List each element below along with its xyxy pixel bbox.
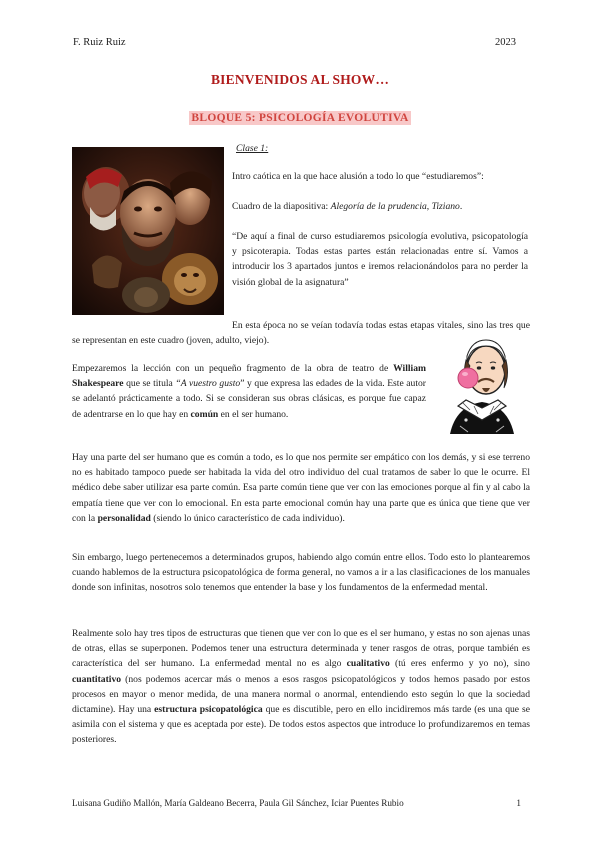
page-number: 1 (516, 798, 521, 808)
epoca-text: En esta época no se veían todavía todas estas etapas vitales, sino las tres que se representan en este cuadro (joven, adulto, viejo). (72, 320, 530, 347)
paragraph-grupos: Sin embargo, luego pertenecemos a determinados grupos, habiendo algo común entre ellos. Todo esto lo plantearemos cuando hablemos de la estructura psicopatológica de forma general, no vamos a ir a las clasificaciones de los manuales donde son infinitas, nosotros solo tenemos que entender la base y los fundamentos de la enfermedad mental. (72, 552, 530, 594)
play-title: “A vuestro gusto (175, 378, 241, 390)
cuadro-text (232, 199, 532, 214)
shk-p3: ” y que expresa las edades de la vida. Este autor se adelantó prácticamente a todo. Si se consideran sus obras clásicas, es porque fue capaz de adentrarse en lo que hay en (72, 378, 426, 420)
para5-p1: Realmente solo hay tres tipos de estructuras que tienen que ver con lo que es el ser humano, y estas no son ajenas unas de otras, ellas se superponen. Podemos tener una estructura determinada y tener rasgos de otras, porque también es característica del ser humano. La enfermedad mental no es algo (72, 628, 530, 670)
header-author: F. Ruiz Ruiz (73, 37, 126, 48)
intro-text: Intro caótica en la que hace alusión a todo lo que “estudiaremos”: (232, 171, 484, 182)
shakespeare-paragraph (72, 361, 426, 422)
comun-word: común (190, 408, 219, 420)
paragraph-personalidad (72, 450, 530, 526)
para5-p4: que es discutible, pero en ello incidiremos más tarde (es una que se asimila con el sistema y que es aceptada por este). De todos estos aspectos que introduce lo profundizaremos en temas posteriores. (72, 704, 531, 746)
paragraph-estructuras (72, 626, 530, 748)
para3-p1: Hay una parte del ser humano que es común a todo, es lo que nos permite ser empático con los demás, y si ese terreno no es habitado tampoco puede ser habitada la vida del otro individuo del cual tratamos de saber lo que le ocurre. El médico debe saber utilizar esa parte común. Esa parte común tiene que ver con las emociones porque al fin y al cabo la empatía tiene que ver con lo emocional. En esta parte emocional común hay una parte que es única que tiene que ver con la (72, 452, 530, 524)
block-subtitle-text: BLOQUE 5: PSICOLOGÍA EVOLUTIVA (191, 112, 409, 124)
cuadro-title: Alegoría de la prudencia, Tiziano (330, 201, 460, 212)
quote-text: “De aquí a final de curso estudiaremos psicología evolutiva, psicopatología y psicoterapia. Todas estas partes están relacionadas entre sí. Vamos a introducir los 3 apartados juntos e iremos relacionándolos para no perder la visión global de la asignatura” (232, 231, 528, 288)
personalidad-word: personalidad (97, 512, 151, 524)
para3-p2: (siendo lo único característico de cada individuo). (150, 512, 345, 524)
shk-p4: en el ser humano. (218, 408, 289, 420)
shakespeare-name: William Shakespeare (72, 363, 426, 390)
cuadro-end: . (459, 201, 463, 212)
cuantitativo-word: cuantitativo (72, 673, 122, 685)
cualitativo-word: cualitativo (346, 658, 390, 670)
para5-p3: (nos podemos acercar más o menos a esos rasgos psicopatológicos y todos hemos pasado por estos procesos en mayor o menor medida, de una manera normal o anormal, entendiendo esto según lo que la sociedad dictamine). Hay una (72, 673, 530, 716)
para5-p2: (tú eres enfermo y yo no), sino (389, 658, 530, 670)
shk-p2: que se titula (123, 378, 176, 390)
shakespeare-image (436, 336, 528, 434)
shakespeare-cartoon-icon (436, 336, 528, 434)
page-title: BIENVENIDOS AL SHOW… (210, 72, 390, 87)
header-year: 2023 (495, 37, 516, 48)
painting-image (72, 147, 224, 315)
estructura-word: estructura psicopatológica (154, 704, 263, 716)
cuadro-label: Cuadro de la diapositiva: (232, 201, 331, 212)
prudence-painting-icon (72, 147, 224, 315)
clase-label: Clase 1: (236, 143, 269, 154)
shk-p1: Empezaremos la lección con un pequeño fragmento de la obra de teatro de (72, 363, 394, 374)
block-subtitle (0, 108, 600, 126)
footer-authors: Luisana Gudiño Mallón, María Galdeano Becerra, Paula Gil Sánchez, Iciar Puentes Rubio (72, 798, 404, 808)
